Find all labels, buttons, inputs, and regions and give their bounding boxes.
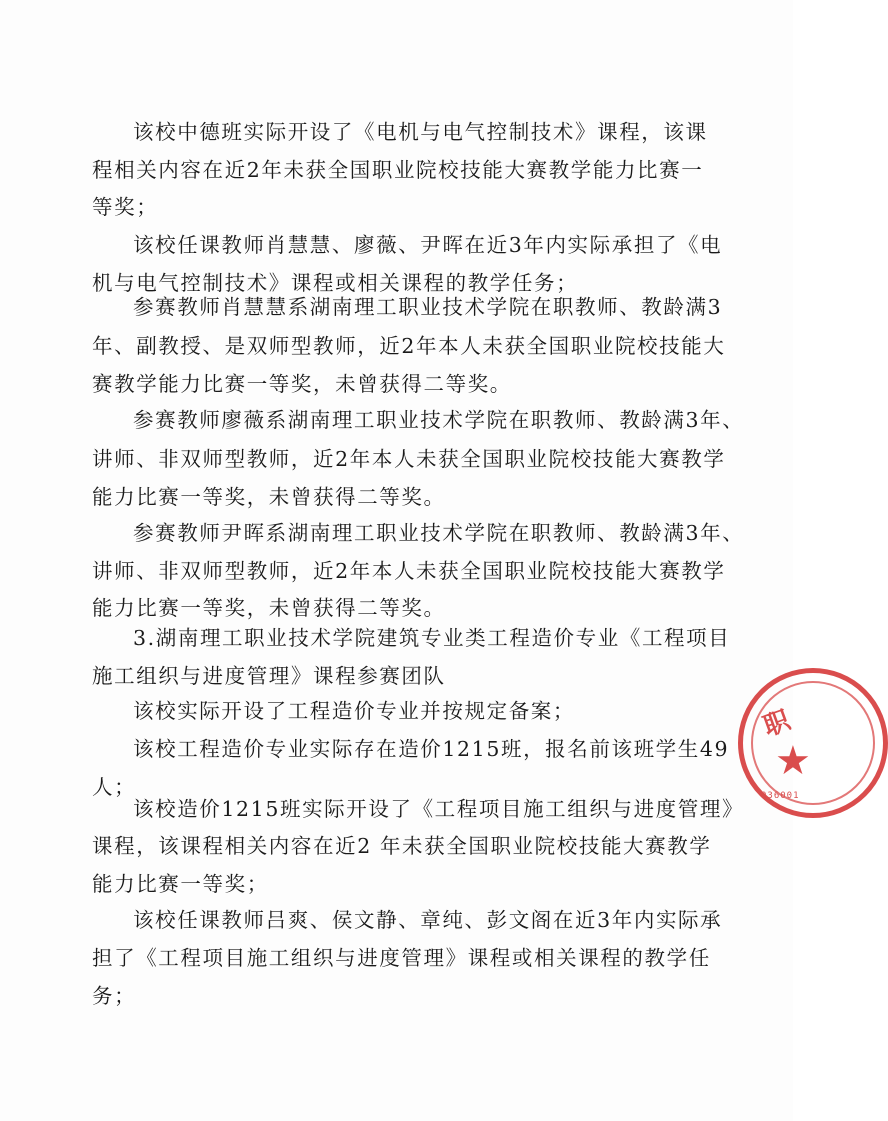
text-line: 赛教学能力比赛一等奖，未曾获得二等奖。 <box>92 372 512 396</box>
text-line: 参赛教师尹晖系湖南理工职业技术学院在职教师、教龄满3年、 <box>133 521 745 545</box>
text-line: 能力比赛一等奖； <box>92 872 269 896</box>
text-line: 课程，该课程相关内容在近2 年未获全国职业院校技能大赛教学 <box>92 834 712 858</box>
text-line: 程相关内容在近2年未获全国职业院校技能大赛教学能力比赛一 <box>92 158 704 182</box>
text-line: 施工组织与进度管理》课程参赛团队 <box>92 664 446 688</box>
text-line: 该校任课教师吕爽、侯文静、章纯、彭文阁在近3年内实际承 <box>133 908 723 932</box>
seal-character: 职 <box>759 705 795 743</box>
seal-code: 036001 <box>761 791 800 801</box>
text-line: 该校实际开设了工程造价专业并按规定备案； <box>133 699 575 723</box>
text-line: 该校工程造价专业实际存在造价1215班，报名前该班学生49 <box>133 737 730 761</box>
official-seal <box>738 668 888 818</box>
text-line: 该校中德班实际开设了《电机与电气控制技术》课程，该课 <box>133 120 708 144</box>
text-line: 3.湖南理工职业技术学院建筑专业类工程造价专业《工程项目 <box>133 626 731 650</box>
text-line: 务； <box>92 984 137 1008</box>
text-line: 机与电气控制技术》课程或相关课程的教学任务； <box>92 271 579 295</box>
seal-star-icon: ★ <box>775 738 811 784</box>
text-line: 该校任课教师肖慧慧、廖薇、尹晖在近3年内实际承担了《电 <box>133 233 723 257</box>
text-line: 人； <box>92 775 137 799</box>
text-line: 参赛教师廖薇系湖南理工职业技术学院在职教师、教龄满3年、 <box>133 408 745 432</box>
text-line: 讲师、非双师型教师，近2年本人未获全国职业院校技能大赛教学 <box>92 447 726 471</box>
text-line: 等奖； <box>92 195 159 219</box>
text-line: 该校造价1215班实际开设了《工程项目施工组织与进度管理》 <box>133 797 745 821</box>
text-line: 讲师、非双师型教师，近2年本人未获全国职业院校技能大赛教学 <box>92 559 726 583</box>
text-line: 担了《工程项目施工组织与进度管理》课程或相关课程的教学任 <box>92 946 711 970</box>
text-line: 年、副教授、是双师型教师，近2年本人未获全国职业院校技能大 <box>92 334 726 358</box>
text-line: 参赛教师肖慧慧系湖南理工职业技术学院在职教师、教龄满3 <box>133 295 723 319</box>
text-line: 能力比赛一等奖，未曾获得二等奖。 <box>92 485 446 509</box>
text-line: 能力比赛一等奖，未曾获得二等奖。 <box>92 596 446 620</box>
